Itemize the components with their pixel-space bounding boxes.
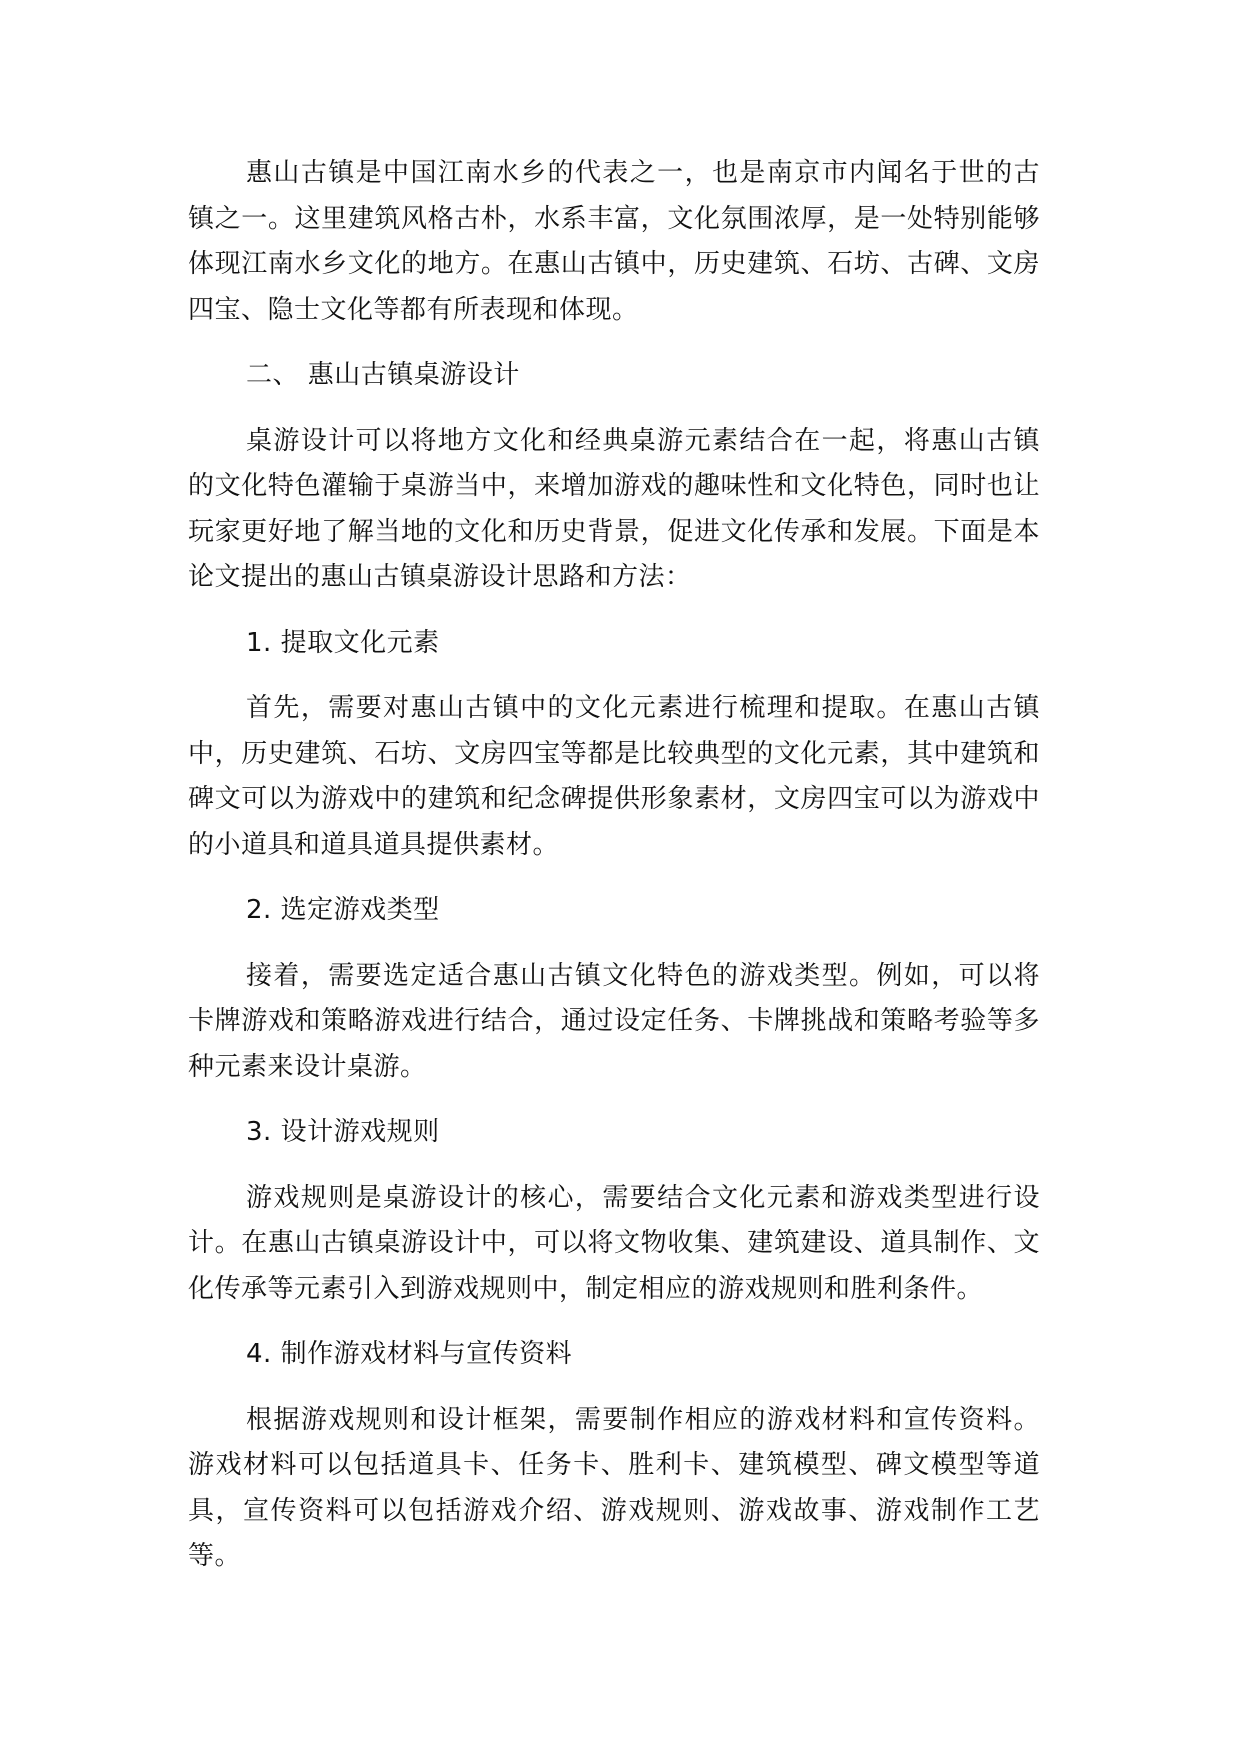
document-body [188, 151, 1040, 1580]
paragraph-extract-elements: 首先，需要对惠山古镇中的文化元素进行梳理和提取。在惠山古镇中，历史建筑、石坊、文房四宝等都是比较典型的文化元素，其中建筑和碑文可以为游戏中的建筑和纪念碑提供形象素材，文房四宝可以为游戏中的小道具和道具道具提供素材。 [188, 693, 1040, 860]
section-heading: 二、 惠山古镇桌游设计 [246, 360, 520, 390]
paragraph-game-type: 接着，需要选定适合惠山古镇文化特色的游戏类型。例如，可以将卡牌游戏和策略游戏进行结合，通过设定任务、卡牌挑战和策略考验等多种元素来设计桌游。 [188, 960, 1040, 1082]
paragraph-materials: 根据游戏规则和设计框架，需要制作相应的游戏材料和宣传资料。游戏材料可以包括道具卡、任务卡、胜利卡、建筑模型、碑文模型等道具，宣传资料可以包括游戏介绍、游戏规则、游戏故事、游戏制作工艺等。 [188, 1404, 1040, 1571]
subheading-2: 2. 选定游戏类型 [246, 895, 440, 925]
paragraph-game-rules: 游戏规则是桌游设计的核心，需要结合文化元素和游戏类型进行设计。在惠山古镇桌游设计中，可以将文物收集、建筑建设、道具制作、文化传承等元素引入到游戏规则中，制定相应的游戏规则和胜利条件。 [188, 1182, 1040, 1304]
subheading-4: 4. 制作游戏材料与宣传资料 [246, 1339, 573, 1369]
paragraph-design-overview: 桌游设计可以将地方文化和经典桌游元素结合在一起，将惠山古镇的文化特色灌输于桌游当中，来增加游戏的趣味性和文化特色，同时也让玩家更好地了解当地的文化和历史背景，促进文化传承和发展。下面是本论文提出的惠山古镇桌游设计思路和方法： [188, 425, 1040, 592]
subheading-1: 1. 提取文化元素 [246, 627, 440, 658]
paragraph-intro: 惠山古镇是中国江南水乡的代表之一，也是南京市内闻名于世的古镇之一。这里建筑风格古朴，水系丰富，文化氛围浓厚，是一处特别能够体现江南水乡文化的地方。在惠山古镇中，历史建筑、石坊、古碑、文房四宝、隐士文化等都有所表现和体现。 [188, 158, 1040, 325]
subheading-3: 3. 设计游戏规则 [246, 1117, 440, 1147]
